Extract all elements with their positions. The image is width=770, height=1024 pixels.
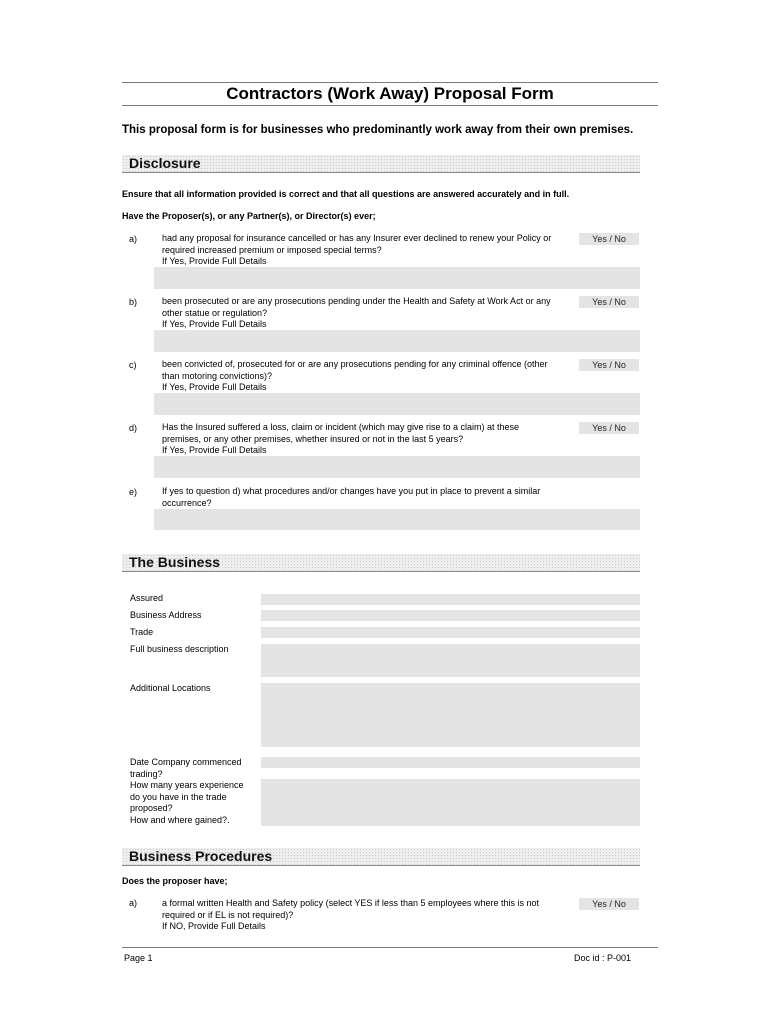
disclosure-heading-bar xyxy=(122,155,640,173)
question-d-letter: d) xyxy=(129,423,138,433)
business-heading-bar xyxy=(122,554,640,572)
procedures-heading-bar xyxy=(122,848,640,866)
procedure-a-line1: a formal written Health and Safety policy (select YES if less than 5 employees where this is not xyxy=(162,898,540,908)
business-description-field[interactable] xyxy=(261,644,640,677)
business-address-label: Business Address xyxy=(130,610,202,620)
question-b-line2: other statue or regulation? xyxy=(162,307,268,318)
assured-field[interactable] xyxy=(261,594,640,605)
question-a-yes-no[interactable]: Yes / No xyxy=(579,233,639,245)
experience-line1: How many years experience xyxy=(130,780,244,790)
question-e-line1: If yes to question d) what procedures and/or changes have you put in place to prevent a similar xyxy=(162,486,541,496)
question-e-text xyxy=(162,486,577,509)
disclosure-heading: Disclosure xyxy=(129,155,201,171)
experience-line2: do you have in the trade xyxy=(130,791,227,802)
question-a-letter: a) xyxy=(129,234,138,244)
question-e-letter: e) xyxy=(129,487,138,497)
question-b-line3: If Yes, Provide Full Details xyxy=(162,319,267,329)
date-commenced-line2: trading? xyxy=(130,768,163,779)
question-c-details-field[interactable] xyxy=(154,393,640,415)
question-a-line3: If Yes, Provide Full Details xyxy=(162,256,267,266)
procedures-lead: Does the proposer have; xyxy=(122,876,228,886)
form-title: Contractors (Work Away) Proposal Form xyxy=(226,84,554,103)
footer-rule xyxy=(122,947,658,948)
procedure-a-text xyxy=(162,898,577,933)
procedures-heading: Business Procedures xyxy=(129,848,273,864)
question-b-line1: been prosecuted or are any prosecutions pending under the Health and Safety at Work Act or any xyxy=(162,296,551,306)
experience-line3: proposed? xyxy=(130,803,173,813)
experience-field[interactable] xyxy=(261,779,640,826)
question-a-line2: required increased premium or imposed special terms? xyxy=(162,244,382,255)
business-description-label: Full business description xyxy=(130,644,229,654)
business-address-field[interactable] xyxy=(261,610,640,621)
question-e-line2: occurrence? xyxy=(162,497,212,508)
page-number: Page 1 xyxy=(124,953,153,963)
procedure-a-line3: If NO, Provide Full Details xyxy=(162,921,266,931)
question-c-line2: than motoring convictions)? xyxy=(162,370,273,381)
question-c-text xyxy=(162,359,577,394)
date-commenced-field[interactable] xyxy=(261,757,640,768)
assured-label: Assured xyxy=(130,593,164,603)
question-c-yes-no[interactable]: Yes / No xyxy=(579,359,639,371)
procedure-a-letter: a) xyxy=(129,898,138,908)
trade-field[interactable] xyxy=(261,627,640,638)
top-rule xyxy=(122,82,658,83)
question-d-details-field[interactable] xyxy=(154,456,640,478)
question-d-yes-no[interactable]: Yes / No xyxy=(579,422,639,434)
trade-label: Trade xyxy=(130,627,154,637)
procedure-a-yes-no[interactable]: Yes / No xyxy=(579,898,639,910)
question-d-line1: Has the Insured suffered a loss, claim or incident (which may give rise to a claim) at these xyxy=(162,422,519,432)
experience-label xyxy=(130,780,244,826)
experience-line4: How and where gained?. xyxy=(130,814,230,825)
business-heading: The Business xyxy=(129,554,221,570)
question-a-text xyxy=(162,233,577,268)
question-a-details-field[interactable] xyxy=(154,267,640,289)
additional-locations-label: Additional Locations xyxy=(130,683,211,693)
question-b-letter: b) xyxy=(129,297,138,307)
doc-id: Doc id : P-001 xyxy=(574,953,632,963)
disclosure-lead: Have the Proposer(s), or any Partner(s), or Director(s) ever; xyxy=(122,211,376,221)
question-b-text xyxy=(162,296,577,331)
additional-locations-field[interactable] xyxy=(261,683,640,747)
date-commenced-line1: Date Company commenced xyxy=(130,757,242,767)
question-c-line1: been convicted of, prosecuted for or are any prosecutions pending for any criminal offence (other xyxy=(162,359,548,369)
question-b-details-field[interactable] xyxy=(154,330,640,352)
procedure-a-line2: required or if EL is not required)? xyxy=(162,909,294,920)
question-d-line2: premises, or any other premises, whether insured or not in the last 5 years? xyxy=(162,433,464,444)
title-underline xyxy=(122,105,658,106)
intro-text: This proposal form is for businesses who predominantly work away from their own premises. xyxy=(122,124,634,136)
question-c-letter: c) xyxy=(129,360,137,370)
date-commenced-label xyxy=(130,757,242,780)
question-c-line3: If Yes, Provide Full Details xyxy=(162,382,267,392)
question-d-text xyxy=(162,422,577,457)
disclosure-statement: Ensure that all information provided is correct and that all questions are answered accurately and in full. xyxy=(122,189,570,199)
question-d-line3: If Yes, Provide Full Details xyxy=(162,445,267,455)
question-a-line1: had any proposal for insurance cancelled or has any Insurer ever declined to renew your Policy or xyxy=(162,233,552,243)
question-b-yes-no[interactable]: Yes / No xyxy=(579,296,639,308)
question-e-details-field[interactable] xyxy=(154,509,640,530)
